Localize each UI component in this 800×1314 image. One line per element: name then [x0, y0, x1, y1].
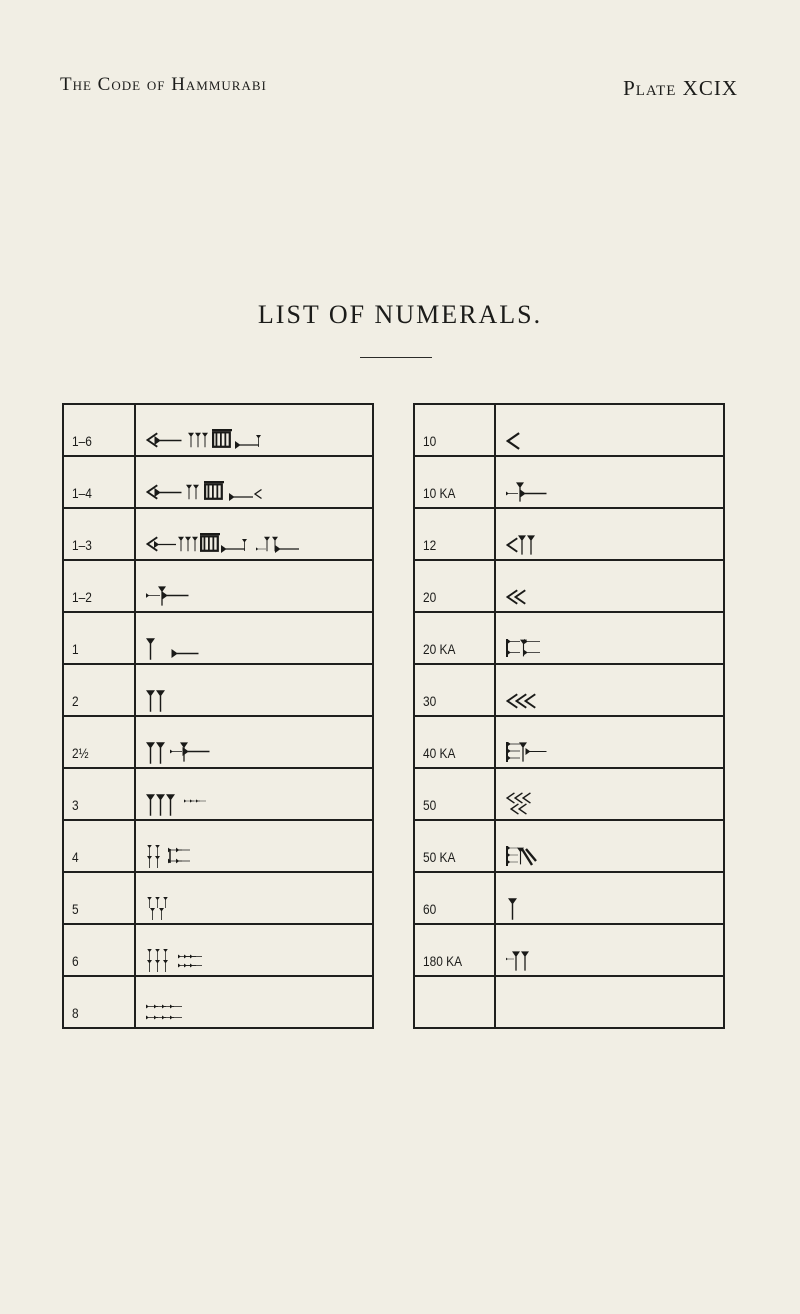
numeral-value: 1–4: [63, 456, 135, 508]
table-row: [414, 924, 724, 976]
numeral-value: 2: [63, 664, 135, 716]
numeral-value: 20 KA: [414, 612, 495, 664]
numeral-value: 1: [63, 612, 135, 664]
table-row: [414, 716, 724, 768]
numeral-value: 1–6: [63, 404, 135, 456]
table-row: [414, 560, 724, 612]
cuneiform-sign-8: [135, 976, 373, 1028]
cuneiform-sign-10-ka: [495, 456, 724, 508]
table-row: [414, 404, 724, 456]
title-rule: [360, 357, 432, 358]
plate-label: Plate XCIX: [623, 76, 738, 100]
numeral-value: 30: [414, 664, 495, 716]
numeral-value: 60: [414, 872, 495, 924]
cuneiform-sign-20: [495, 560, 724, 612]
numerals-table-right: [413, 403, 725, 1029]
numeral-value-empty: [414, 976, 495, 1028]
table-row: [414, 768, 724, 820]
numeral-value: 10 KA: [414, 456, 495, 508]
numeral-value: 1–3: [63, 508, 135, 560]
cuneiform-sign-20-ka: [495, 612, 724, 664]
cuneiform-sign-3: [135, 768, 373, 820]
numeral-value: 6: [63, 924, 135, 976]
table-row: [63, 664, 373, 716]
table-row: [414, 612, 724, 664]
cuneiform-sign-2: [135, 664, 373, 716]
numeral-value: 10: [414, 404, 495, 456]
cuneiform-sign-12: [495, 508, 724, 560]
numeral-value: 8: [63, 976, 135, 1028]
table-row: [414, 456, 724, 508]
cuneiform-sign-1-4: [135, 456, 373, 508]
table-row-empty: [414, 976, 724, 1028]
table-row: [414, 508, 724, 560]
cuneiform-sign-40-ka: [495, 716, 724, 768]
cuneiform-sign-2-half: [135, 716, 373, 768]
table-row: [63, 976, 373, 1028]
table-row: [63, 456, 373, 508]
cuneiform-sign-1-3: [135, 508, 373, 560]
numeral-value: 50 KA: [414, 820, 495, 872]
table-row: [414, 664, 724, 716]
cuneiform-sign-1-6: [135, 404, 373, 456]
cuneiform-sign-180-ka: [495, 924, 724, 976]
cuneiform-sign-50: [495, 768, 724, 820]
numeral-value: 1–2: [63, 560, 135, 612]
numeral-value: 5: [63, 872, 135, 924]
table-row: [63, 872, 373, 924]
page-title: LIST OF NUMERALS.: [257, 300, 543, 329]
numeral-value: 2½: [63, 716, 135, 768]
cuneiform-sign-10: [495, 404, 724, 456]
numeral-value: 20: [414, 560, 495, 612]
cuneiform-sign-1: [135, 612, 373, 664]
numerals-table-left: [62, 403, 374, 1029]
table-row: [63, 508, 373, 560]
table-row: [63, 560, 373, 612]
numeral-value: 40 KA: [414, 716, 495, 768]
table-row: [63, 612, 373, 664]
book-title: The Code of Hammurabi: [60, 74, 267, 95]
numeral-value: 180 KA: [414, 924, 495, 976]
cuneiform-sign-6: [135, 924, 373, 976]
table-row: [63, 820, 373, 872]
cuneiform-sign-empty: [495, 976, 724, 1028]
cuneiform-sign-5: [135, 872, 373, 924]
numeral-value: 12: [414, 508, 495, 560]
cuneiform-sign-30: [495, 664, 724, 716]
cuneiform-sign-50-ka: [495, 820, 724, 872]
table-row: [63, 924, 373, 976]
cuneiform-sign-1-2: [135, 560, 373, 612]
table-row: [414, 872, 724, 924]
table-row: [63, 716, 373, 768]
table-row: [63, 404, 373, 456]
cuneiform-sign-60: [495, 872, 724, 924]
numeral-value: 50: [414, 768, 495, 820]
numeral-value: 4: [63, 820, 135, 872]
table-row: [414, 820, 724, 872]
numeral-value: 3: [63, 768, 135, 820]
cuneiform-sign-4: [135, 820, 373, 872]
table-row: [63, 768, 373, 820]
